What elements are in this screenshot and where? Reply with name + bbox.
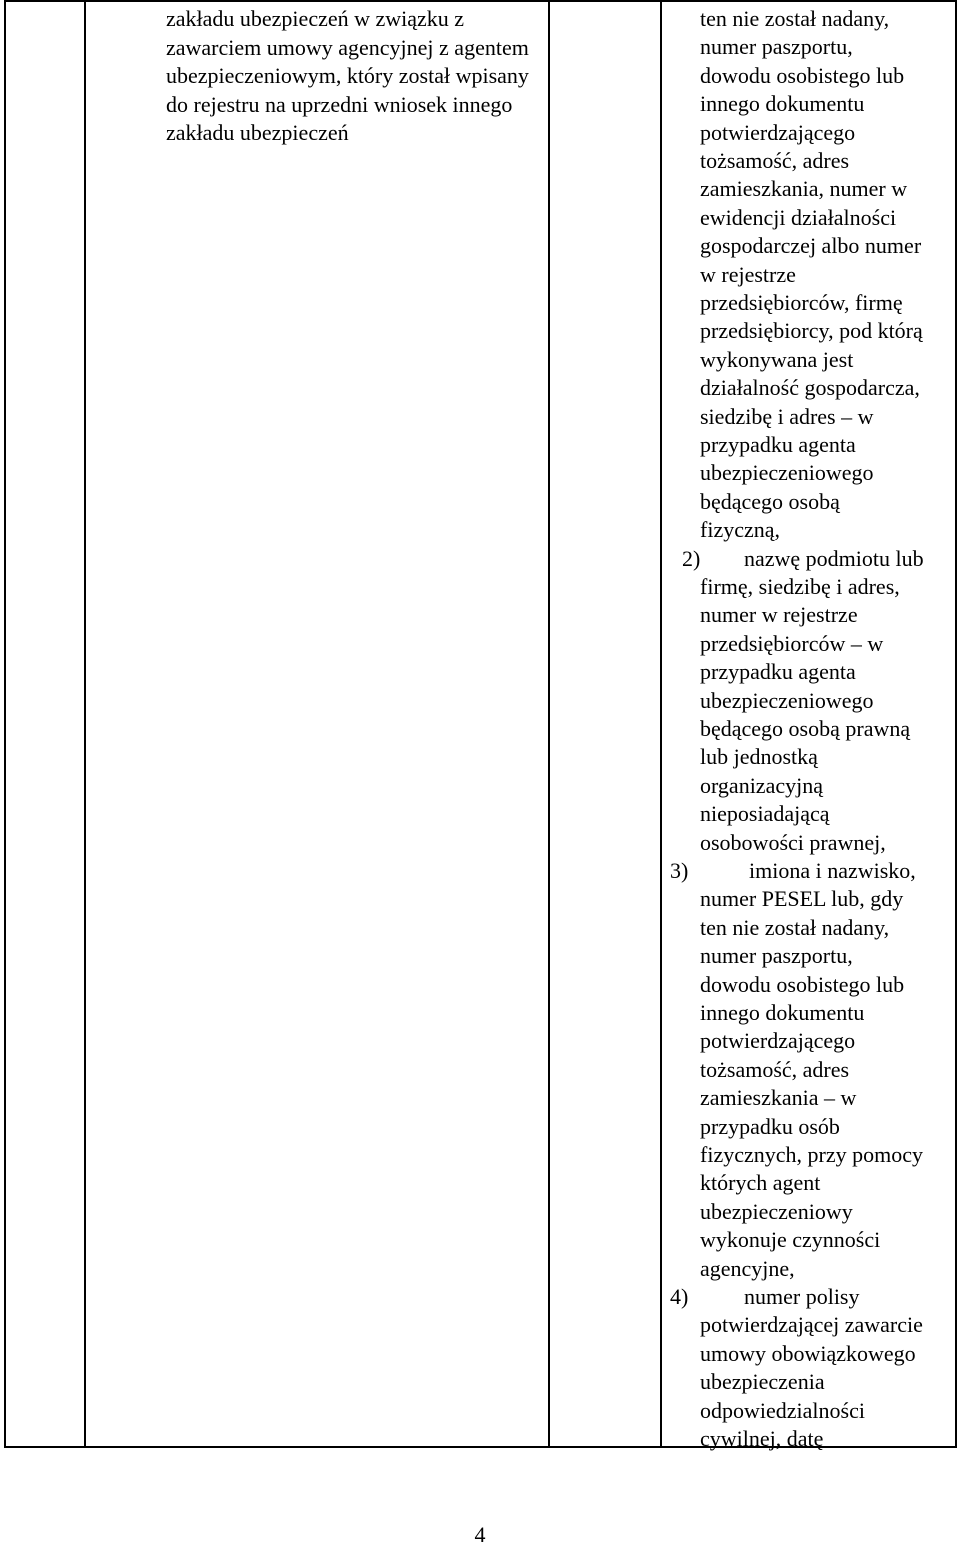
list-item-line: innego dokumentu — [700, 1000, 865, 1025]
list-item-line: przypadku osób — [700, 1113, 840, 1139]
list-item-number: 2) — [682, 545, 701, 571]
list-item-line: odpowiedzialności — [700, 1397, 865, 1423]
detail-line: siedzibę i adres – w — [700, 403, 874, 429]
list-item-line: agencyjne, — [700, 1255, 795, 1281]
detail-line: przypadku agenta — [700, 432, 856, 457]
detail-line: działalność gospodarcza, — [700, 375, 920, 401]
list-item-line: ubezpieczeniowy — [700, 1198, 853, 1224]
document-table — [4, 0, 957, 1451]
list-item-line: przypadku agenta — [700, 659, 856, 685]
detail-line: wykonywana jest — [700, 346, 854, 372]
list-item-line: przedsiębiorców – w — [700, 630, 884, 656]
list-item-first-line: nazwę podmiotu lub — [744, 545, 924, 571]
detail-line: przedsiębiorcy, pod którą — [700, 318, 923, 344]
detail-line: fizyczną, — [700, 517, 780, 543]
list-item-line: firmę, siedzibę i adres, — [700, 574, 900, 599]
list-item-first-line: numer polisy — [744, 1284, 860, 1309]
list-item-line: numer paszportu, — [700, 943, 853, 969]
list-item-line: zamieszkania – w — [700, 1085, 857, 1111]
list-item-line: dowodu osobistego lub — [700, 971, 905, 997]
list-item-line: nieposiadającą — [700, 801, 830, 827]
description-text: zakładu ubezpieczeń w związku z zawarciem umowy agencyjnej z agentem ubezpieczeniowym, który został wpisany do rejestru na uprzedni wniosek innego zakładu ubezpieczeń — [166, 6, 529, 145]
list-item-line: umowy obowiązkowego — [700, 1340, 916, 1366]
list-item-line: których agent — [700, 1170, 821, 1196]
detail-line: innego dokumentu — [700, 91, 865, 117]
list-item-line: numer w rejestrze — [700, 602, 858, 628]
detail-line: numer paszportu, — [700, 34, 853, 60]
detail-line: ubezpieczeniowego — [700, 460, 874, 486]
table-cell-details — [662, 2, 955, 1451]
detail-line: gospodarczej albo numer — [700, 233, 922, 259]
list-item-line: ubezpieczeniowego — [700, 687, 874, 713]
detail-line: dowodu osobistego lub — [700, 62, 905, 88]
list-item-line: potwierdzającej zawarcie — [700, 1312, 923, 1338]
detail-line: w rejestrze — [700, 261, 796, 287]
detail-line: ewidencji działalności — [700, 204, 897, 230]
detail-line: ten nie został nadany, — [700, 6, 890, 31]
list-item-line: lub jednostką — [700, 744, 818, 770]
list-item-line: tożsamość, adres — [700, 1056, 850, 1082]
list-item-line: osobowości prawnej, — [700, 829, 886, 855]
list-item-number: 3) — [670, 858, 689, 883]
list-item-line: ten nie został nadany, — [700, 914, 890, 940]
page-number: 4 — [474, 1522, 486, 1547]
list-item-line: potwierdzającego — [700, 1028, 856, 1054]
list-item-line: cywilnej, datę — [700, 1426, 824, 1451]
list-item-line: wykonuje czynności — [700, 1227, 881, 1253]
list-item-line: ubezpieczenia — [700, 1369, 825, 1395]
detail-line: będącego osobą — [700, 488, 840, 514]
detail-line: przedsiębiorców, firmę — [700, 290, 903, 315]
detail-line: potwierdzającego — [700, 119, 856, 145]
detail-line: tożsamość, adres — [700, 148, 850, 173]
table-cell-empty-left — [6, 2, 86, 1446]
list-item-first-line: imiona i nazwisko, — [749, 858, 916, 883]
table-cell-empty-middle — [550, 2, 662, 1446]
list-item-line: będącego osobą prawną — [700, 716, 911, 741]
table-cell-description — [86, 2, 550, 1446]
list-item-line: numer PESEL lub, gdy — [700, 886, 904, 912]
detail-line: zamieszkania, numer w — [700, 176, 908, 202]
list-item-line: organizacyjną — [700, 772, 823, 798]
list-item-number: 4) — [670, 1284, 689, 1309]
list-item-line: fizycznych, przy pomocy — [700, 1142, 923, 1167]
